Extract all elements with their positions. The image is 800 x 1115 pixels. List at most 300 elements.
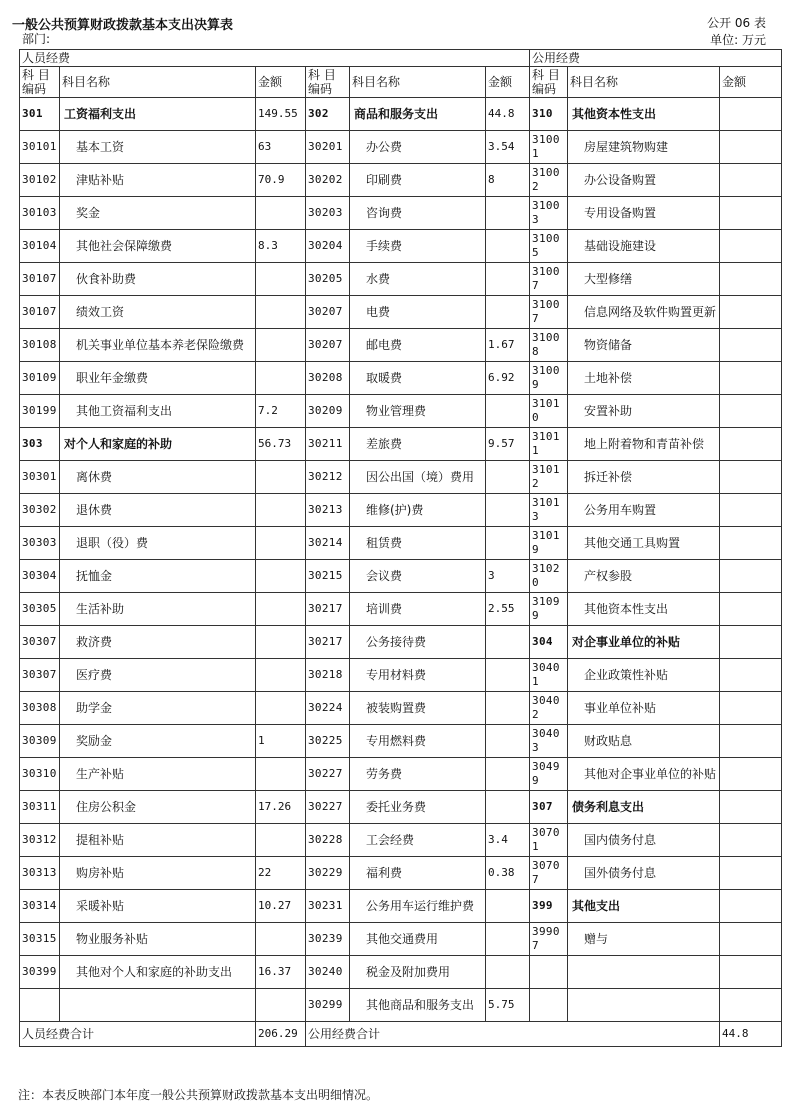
- subject-code: 30101: [20, 131, 60, 164]
- subject-name: 咨询费: [350, 197, 486, 230]
- subject-code: 31009: [530, 362, 568, 395]
- subject-amount: [720, 956, 782, 989]
- subject-amount: [486, 659, 530, 692]
- subject-name: 房屋建筑物购建: [568, 131, 720, 164]
- subject-name: 企业政策性补贴: [568, 659, 720, 692]
- form-number: 公开 06 表: [707, 16, 766, 30]
- subject-name: 物业管理费: [350, 395, 486, 428]
- subject-code: 30309: [20, 725, 60, 758]
- subject-amount: [256, 494, 306, 527]
- subject-code: 301: [20, 98, 60, 131]
- subject-name: 其他对个人和家庭的补助支出: [60, 956, 256, 989]
- subject-amount: [486, 956, 530, 989]
- subject-code: 30231: [306, 890, 350, 923]
- subject-name: 津贴补贴: [60, 164, 256, 197]
- subject-amount: 22: [256, 857, 306, 890]
- subject-code: 304: [530, 626, 568, 659]
- subject-code: 30215: [306, 560, 350, 593]
- subject-amount: 63: [256, 131, 306, 164]
- subject-code: 30707: [530, 857, 568, 890]
- col-header-amount: 金额: [256, 67, 306, 98]
- report-title: 一般公共预算财政拨款基本支出决算表: [12, 18, 234, 33]
- subject-name: 财政贴息: [568, 725, 720, 758]
- table-row: [20, 230, 782, 263]
- subject-code: 30103: [20, 197, 60, 230]
- subject-name: 工会经费: [350, 824, 486, 857]
- subject-amount: [720, 758, 782, 791]
- subject-amount: [720, 890, 782, 923]
- subject-name: 劳务费: [350, 758, 486, 791]
- subject-amount: [720, 857, 782, 890]
- subject-amount: [720, 725, 782, 758]
- subject-name: 离休费: [60, 461, 256, 494]
- subject-name: 对企事业单位的补贴: [568, 626, 720, 659]
- subject-amount: [720, 593, 782, 626]
- subject-code: 30213: [306, 494, 350, 527]
- subject-amount: [720, 659, 782, 692]
- subject-amount: 44.8: [486, 98, 530, 131]
- subject-amount: [720, 692, 782, 725]
- subject-name: 其他交通工具购置: [568, 527, 720, 560]
- unit-label: 单位: 万元: [710, 33, 766, 47]
- subject-name: 邮电费: [350, 329, 486, 362]
- subject-amount: 2.55: [486, 593, 530, 626]
- subject-name: 奖金: [60, 197, 256, 230]
- subject-name: 采暖补贴: [60, 890, 256, 923]
- subject-amount: 10.27: [256, 890, 306, 923]
- subject-name: 其他交通费用: [350, 923, 486, 956]
- subject-amount: [720, 395, 782, 428]
- subject-name: 取暖费: [350, 362, 486, 395]
- subject-name: 其他对企事业单位的补贴: [568, 758, 720, 791]
- subject-amount: 3.4: [486, 824, 530, 857]
- table-row: [20, 659, 782, 692]
- expenditure-table: [19, 49, 782, 1047]
- subject-amount: 3: [486, 560, 530, 593]
- subject-amount: [256, 197, 306, 230]
- subject-code: 30214: [306, 527, 350, 560]
- subject-code: 30307: [20, 626, 60, 659]
- subject-code: 30308: [20, 692, 60, 725]
- subject-name: 退休费: [60, 494, 256, 527]
- section-personnel: 人员经费: [20, 50, 530, 67]
- subject-name: [568, 989, 720, 1022]
- table-row: [20, 461, 782, 494]
- subject-name: 拆迁补偿: [568, 461, 720, 494]
- subject-amount: [720, 791, 782, 824]
- subject-name: 购房补贴: [60, 857, 256, 890]
- subject-name: 助学金: [60, 692, 256, 725]
- subject-amount: [720, 362, 782, 395]
- subject-name: 办公设备购置: [568, 164, 720, 197]
- subject-code: 30229: [306, 857, 350, 890]
- subject-code: 30203: [306, 197, 350, 230]
- subject-amount: [486, 692, 530, 725]
- subject-code: 30227: [306, 791, 350, 824]
- subject-code: 30204: [306, 230, 350, 263]
- subject-name: 对个人和家庭的补助: [60, 428, 256, 461]
- subject-code: 31007: [530, 296, 568, 329]
- subject-name: 国外债务付息: [568, 857, 720, 890]
- subject-amount: 149.55: [256, 98, 306, 131]
- subject-name: 生产补贴: [60, 758, 256, 791]
- subject-name: 会议费: [350, 560, 486, 593]
- col-header-name: 科目名称: [350, 67, 486, 98]
- subject-code: 30104: [20, 230, 60, 263]
- subject-amount: [256, 692, 306, 725]
- subject-code: 30240: [306, 956, 350, 989]
- table-row: [20, 890, 782, 923]
- subject-name: 奖励金: [60, 725, 256, 758]
- subject-code: 30701: [530, 824, 568, 857]
- subject-name: 电费: [350, 296, 486, 329]
- table-row: [20, 857, 782, 890]
- subject-amount: [256, 626, 306, 659]
- col-header-amount: 金额: [486, 67, 530, 98]
- subject-name: 产权参股: [568, 560, 720, 593]
- subject-name: 手续费: [350, 230, 486, 263]
- subject-code: 30311: [20, 791, 60, 824]
- subject-name: 其他工资福利支出: [60, 395, 256, 428]
- subject-amount: [720, 494, 782, 527]
- subject-code: 30107: [20, 263, 60, 296]
- table-row: [20, 494, 782, 527]
- subject-amount: [486, 296, 530, 329]
- subject-name: 租赁费: [350, 527, 486, 560]
- table-row: [20, 593, 782, 626]
- subject-amount: 8: [486, 164, 530, 197]
- subject-amount: [486, 395, 530, 428]
- subject-code: 31002: [530, 164, 568, 197]
- subject-name: 救济费: [60, 626, 256, 659]
- subject-amount: [256, 527, 306, 560]
- subject-name: 公务用车运行维护费: [350, 890, 486, 923]
- subject-code: 31001: [530, 131, 568, 164]
- subject-name: 税金及附加费用: [350, 956, 486, 989]
- subject-amount: 8.3: [256, 230, 306, 263]
- subject-name: 维修(护)费: [350, 494, 486, 527]
- subject-code: 30499: [530, 758, 568, 791]
- subject-name: 办公费: [350, 131, 486, 164]
- subject-code: 30314: [20, 890, 60, 923]
- subject-code: 30303: [20, 527, 60, 560]
- table-row: [20, 725, 782, 758]
- table-row: [20, 362, 782, 395]
- subject-amount: [256, 659, 306, 692]
- subject-name: [60, 989, 256, 1022]
- table-row: [20, 329, 782, 362]
- subject-amount: [256, 758, 306, 791]
- subject-code: 30401: [530, 659, 568, 692]
- subject-amount: [720, 923, 782, 956]
- subject-amount: [720, 626, 782, 659]
- subject-code: 30299: [306, 989, 350, 1022]
- subject-code: 310: [530, 98, 568, 131]
- subject-name: 印刷费: [350, 164, 486, 197]
- subject-amount: [256, 362, 306, 395]
- subject-code: 30301: [20, 461, 60, 494]
- table-row: [20, 395, 782, 428]
- subject-amount: [256, 461, 306, 494]
- subject-amount: [720, 131, 782, 164]
- subject-code: 30225: [306, 725, 350, 758]
- subject-code: 30201: [306, 131, 350, 164]
- personnel-total-label: 人员经费合计: [20, 1022, 256, 1047]
- subject-amount: [720, 989, 782, 1022]
- subject-name: [568, 956, 720, 989]
- subject-amount: [720, 824, 782, 857]
- subject-amount: 0.38: [486, 857, 530, 890]
- table-row: [20, 98, 782, 131]
- section-public: 公用经费: [530, 50, 782, 67]
- subject-code: 30239: [306, 923, 350, 956]
- table-row: [20, 956, 782, 989]
- subject-name: 福利费: [350, 857, 486, 890]
- subject-code: 30403: [530, 725, 568, 758]
- subject-code: 30312: [20, 824, 60, 857]
- table-row: [20, 560, 782, 593]
- subject-amount: [486, 725, 530, 758]
- subject-name: 其他社会保障缴费: [60, 230, 256, 263]
- subject-amount: [256, 296, 306, 329]
- subject-code: 30199: [20, 395, 60, 428]
- table-row: [20, 296, 782, 329]
- subject-code: 30307: [20, 659, 60, 692]
- subject-amount: [486, 923, 530, 956]
- table-row: [20, 263, 782, 296]
- table-row: [20, 692, 782, 725]
- table-row: [20, 791, 782, 824]
- subject-name: 机关事业单位基本养老保险缴费: [60, 329, 256, 362]
- subject-code: 31099: [530, 593, 568, 626]
- subject-code: 30108: [20, 329, 60, 362]
- subject-amount: [720, 461, 782, 494]
- subject-name: 培训费: [350, 593, 486, 626]
- subject-code: 30217: [306, 626, 350, 659]
- table-row: [20, 758, 782, 791]
- subject-code: 30227: [306, 758, 350, 791]
- subject-name: 专用燃料费: [350, 725, 486, 758]
- subject-name: 委托业务费: [350, 791, 486, 824]
- subject-name: 公务用车购置: [568, 494, 720, 527]
- subject-code: 30402: [530, 692, 568, 725]
- subject-name: 债务利息支出: [568, 791, 720, 824]
- subject-name: 商品和服务支出: [350, 98, 486, 131]
- subject-name: 基本工资: [60, 131, 256, 164]
- subject-code: 30399: [20, 956, 60, 989]
- subject-code: 30304: [20, 560, 60, 593]
- subject-code: 30202: [306, 164, 350, 197]
- subject-code: 30212: [306, 461, 350, 494]
- subject-name: 因公出国（境）费用: [350, 461, 486, 494]
- col-header-amount: 金额: [720, 67, 782, 98]
- subject-code: 30102: [20, 164, 60, 197]
- subject-code: 30310: [20, 758, 60, 791]
- col-header-code: 科 目 编码: [306, 67, 350, 98]
- subject-code: 30109: [20, 362, 60, 395]
- subject-amount: [486, 461, 530, 494]
- subject-amount: [256, 923, 306, 956]
- subject-name: 土地补偿: [568, 362, 720, 395]
- subject-code: 30209: [306, 395, 350, 428]
- subject-amount: [256, 329, 306, 362]
- subject-code: 307: [530, 791, 568, 824]
- subject-name: 其他资本性支出: [568, 593, 720, 626]
- subject-code: 302: [306, 98, 350, 131]
- table-row: [20, 131, 782, 164]
- subject-code: 31012: [530, 461, 568, 494]
- subject-name: 赠与: [568, 923, 720, 956]
- subject-name: 地上附着物和青苗补偿: [568, 428, 720, 461]
- subject-amount: 3.54: [486, 131, 530, 164]
- subject-code: 30107: [20, 296, 60, 329]
- subject-amount: [720, 527, 782, 560]
- subject-code: 30224: [306, 692, 350, 725]
- subject-amount: [256, 593, 306, 626]
- subject-amount: 17.26: [256, 791, 306, 824]
- subject-code: 30315: [20, 923, 60, 956]
- subject-amount: [486, 197, 530, 230]
- subject-code: 30313: [20, 857, 60, 890]
- subject-amount: [256, 263, 306, 296]
- subject-name: 大型修缮: [568, 263, 720, 296]
- subject-code: 30205: [306, 263, 350, 296]
- subject-code: 31005: [530, 230, 568, 263]
- subject-code: 31010: [530, 395, 568, 428]
- col-header-code: 科 目 编码: [20, 67, 60, 98]
- subject-amount: 70.9: [256, 164, 306, 197]
- subject-code: 30218: [306, 659, 350, 692]
- subject-amount: [256, 824, 306, 857]
- subject-amount: [720, 230, 782, 263]
- subject-name: 提租补贴: [60, 824, 256, 857]
- subject-code: 30228: [306, 824, 350, 857]
- subject-name: 专用材料费: [350, 659, 486, 692]
- public-total-label: 公用经费合计: [306, 1022, 720, 1047]
- subject-name: 抚恤金: [60, 560, 256, 593]
- table-row: [20, 164, 782, 197]
- public-total-value: 44.8: [720, 1022, 782, 1047]
- subject-name: 其他商品和服务支出: [350, 989, 486, 1022]
- col-header-code: 科 目 编码: [530, 67, 568, 98]
- subject-code: 30207: [306, 296, 350, 329]
- table-row: [20, 197, 782, 230]
- table-row: [20, 824, 782, 857]
- table-row: [20, 527, 782, 560]
- subject-amount: [486, 527, 530, 560]
- subject-name: 基础设施建设: [568, 230, 720, 263]
- subject-name: 退职（役）费: [60, 527, 256, 560]
- table-row: [20, 989, 782, 1022]
- subject-amount: [486, 230, 530, 263]
- subject-name: 专用设备购置: [568, 197, 720, 230]
- subject-code: 303: [20, 428, 60, 461]
- subject-code: [530, 956, 568, 989]
- col-header-name: 科目名称: [60, 67, 256, 98]
- subject-amount: 16.37: [256, 956, 306, 989]
- subject-name: 工资福利支出: [60, 98, 256, 131]
- subject-name: 住房公积金: [60, 791, 256, 824]
- subject-amount: [486, 263, 530, 296]
- subject-code: [20, 989, 60, 1022]
- subject-amount: [486, 758, 530, 791]
- subject-amount: [720, 560, 782, 593]
- subject-name: 被装购置费: [350, 692, 486, 725]
- subject-code: 30208: [306, 362, 350, 395]
- subject-name: 事业单位补贴: [568, 692, 720, 725]
- subject-amount: 9.57: [486, 428, 530, 461]
- subject-amount: [720, 263, 782, 296]
- subject-amount: [720, 329, 782, 362]
- subject-amount: [720, 164, 782, 197]
- subject-code: 39907: [530, 923, 568, 956]
- subject-name: 职业年金缴费: [60, 362, 256, 395]
- subject-code: 31019: [530, 527, 568, 560]
- subject-amount: [486, 791, 530, 824]
- table-row: [20, 923, 782, 956]
- subject-amount: 6.92: [486, 362, 530, 395]
- subject-code: 31007: [530, 263, 568, 296]
- subject-name: 其他资本性支出: [568, 98, 720, 131]
- subject-name: 信息网络及软件购置更新: [568, 296, 720, 329]
- department-label: 部门:: [22, 32, 51, 46]
- col-header-name: 科目名称: [568, 67, 720, 98]
- subject-amount: [720, 296, 782, 329]
- subject-code: 30305: [20, 593, 60, 626]
- subject-amount: [256, 989, 306, 1022]
- subject-amount: 1: [256, 725, 306, 758]
- subject-amount: 1.67: [486, 329, 530, 362]
- subject-amount: 7.2: [256, 395, 306, 428]
- subject-amount: [720, 98, 782, 131]
- table-row: [20, 428, 782, 461]
- subject-name: 差旅费: [350, 428, 486, 461]
- subject-amount: 56.73: [256, 428, 306, 461]
- subject-code: 30211: [306, 428, 350, 461]
- subject-amount: [720, 197, 782, 230]
- subject-code: 399: [530, 890, 568, 923]
- footnote: 注：本表反映部门本年度一般公共预算财政拨款基本支出明细情况。: [18, 1088, 379, 1102]
- subject-code: 31020: [530, 560, 568, 593]
- subject-name: 绩效工资: [60, 296, 256, 329]
- subject-code: 30207: [306, 329, 350, 362]
- subject-amount: [486, 626, 530, 659]
- subject-code: 31008: [530, 329, 568, 362]
- subject-name: 国内债务付息: [568, 824, 720, 857]
- subject-code: [530, 989, 568, 1022]
- subject-amount: [256, 560, 306, 593]
- subject-amount: 5.75: [486, 989, 530, 1022]
- subject-code: 30302: [20, 494, 60, 527]
- subject-name: 其他支出: [568, 890, 720, 923]
- subject-amount: [486, 890, 530, 923]
- subject-code: 31011: [530, 428, 568, 461]
- subject-name: 物业服务补贴: [60, 923, 256, 956]
- table-row: [20, 626, 782, 659]
- subject-name: 安置补助: [568, 395, 720, 428]
- subject-name: 公务接待费: [350, 626, 486, 659]
- subject-name: 物资储备: [568, 329, 720, 362]
- subject-code: 31003: [530, 197, 568, 230]
- subject-amount: [720, 428, 782, 461]
- subject-name: 伙食补助费: [60, 263, 256, 296]
- subject-name: 水费: [350, 263, 486, 296]
- subject-amount: [486, 494, 530, 527]
- personnel-total-value: 206.29: [256, 1022, 306, 1047]
- subject-name: 生活补助: [60, 593, 256, 626]
- subject-name: 医疗费: [60, 659, 256, 692]
- subject-code: 30217: [306, 593, 350, 626]
